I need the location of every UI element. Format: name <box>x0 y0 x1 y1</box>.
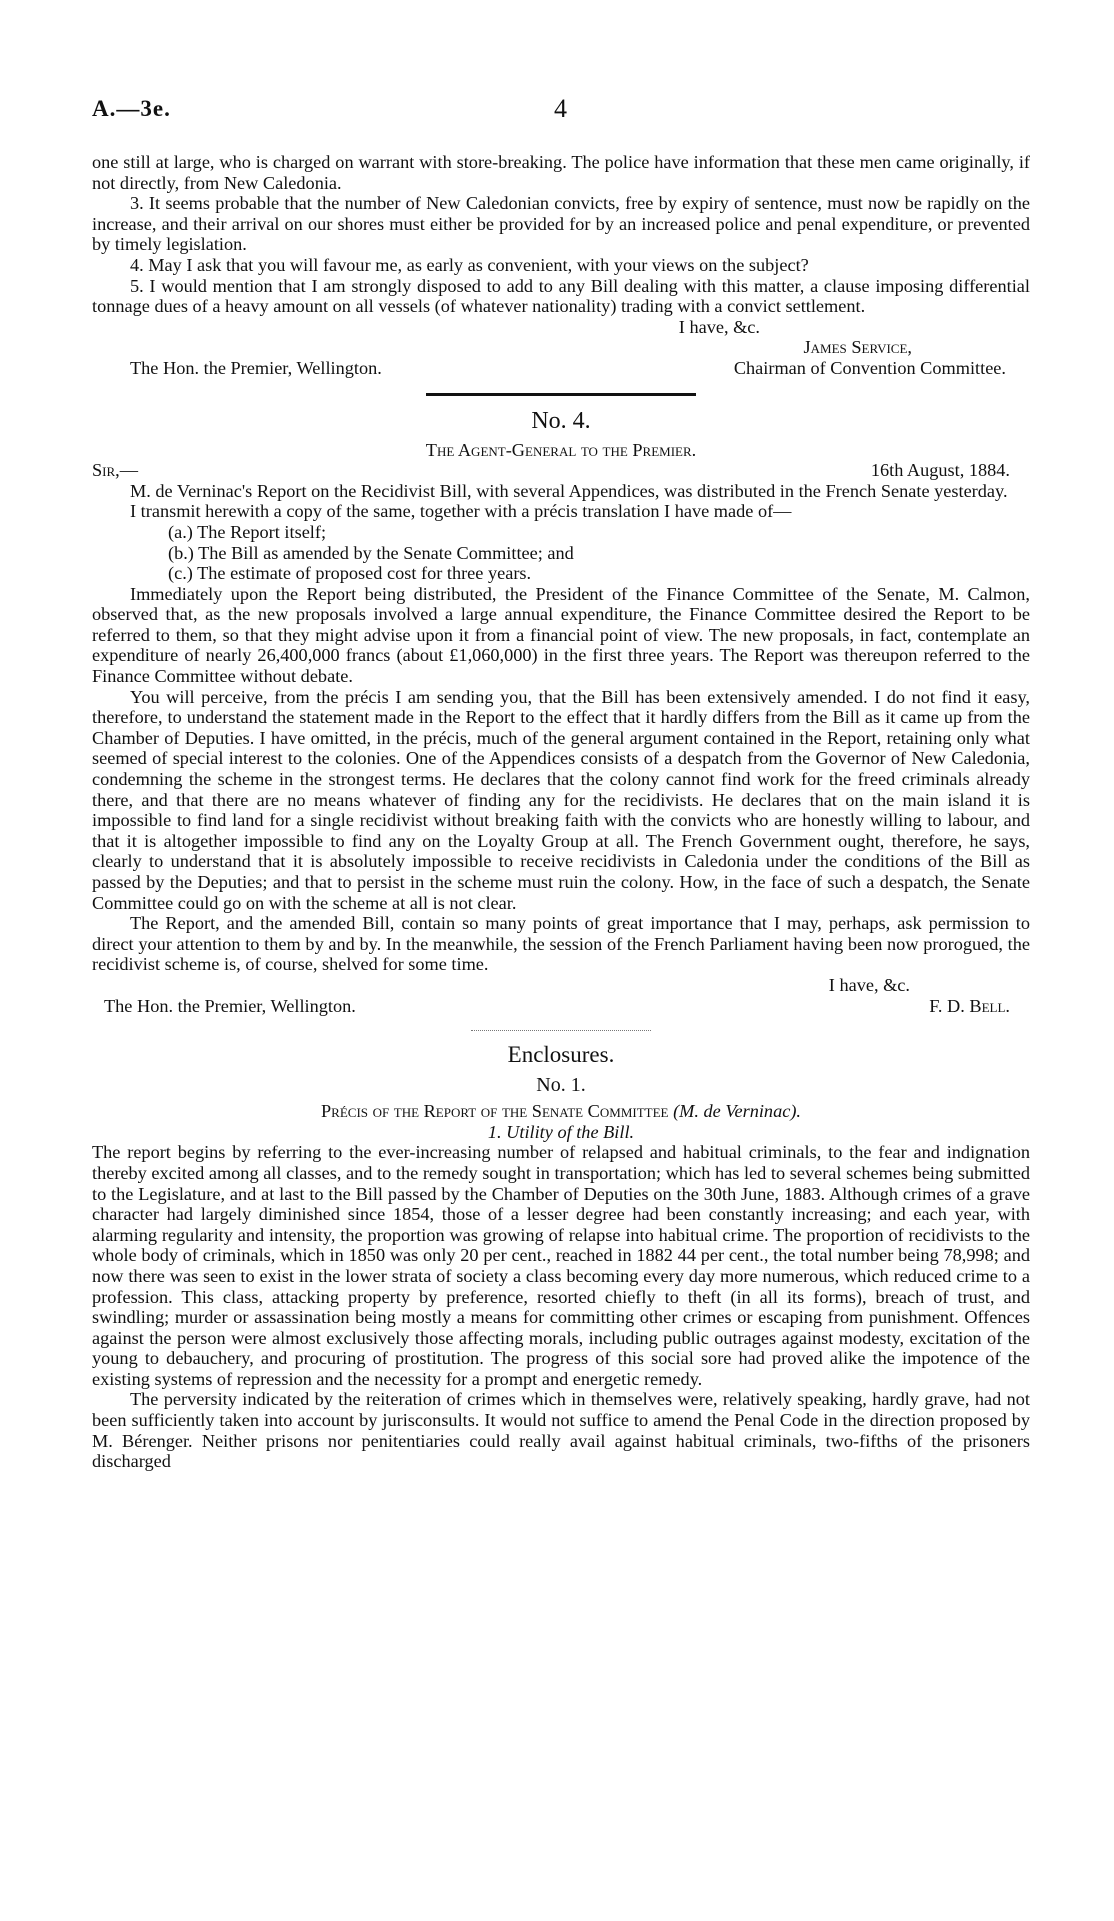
letter1-continuation: one still at large, who is charged on warrant with store-breaking. The police have information that these men came originally, if not directly, from New Caledonia. <box>92 152 1030 193</box>
letter2-item-b: (b.) The Bill as amended by the Senate Committee; and <box>168 542 574 563</box>
letter1-closing: I have, &c. <box>678 316 760 337</box>
letter2-para1: M. de Verninac's Report on the Recidivist Bill, with several Appendices, was distributed in the French Senate yesterday. <box>130 480 1008 501</box>
letter1-addressee-row <box>92 358 1030 379</box>
letter2-heading: The Agent-General to the Premier. <box>425 439 697 460</box>
enclosures-divider <box>471 1030 651 1031</box>
letter2-addressee: The Hon. the Premier, Wellington. <box>104 995 356 1016</box>
letter2-salutation: Sir,— <box>92 460 139 481</box>
letter2-para3: Immediately upon the Report being distributed, the President of the Finance Committee of the Senate, M. Calmon, observed that, as the new proposals involved a large annual expenditure, the Finance Committee desired the Report to be referred to them, so that they might advise upon it from a financial point of view. The new proposals, in fact, contemplate an expenditure of nearly 26,400,000 francs (about £1,060,000) in the first three years. The Report was thereupon referred to the Finance Committee without debate. <box>92 583 1030 687</box>
enclosures-title: Enclosures. <box>507 1042 615 1068</box>
enclosure-number: No. 1. <box>536 1074 586 1097</box>
precis-title-italic: (M. de Verninac). <box>673 1101 801 1122</box>
letter2-item-a: (a.) The Report itself; <box>168 521 327 542</box>
letter2-para2: I transmit herewith a copy of the same, together with a précis translation I have made of— <box>130 501 792 522</box>
letter1-para3: 3. It seems probable that the number of New Caledonian convicts, free by expiry of sentence, must now be rapidly on the increase, and their arrival on our shores must either be provided for by an increased police and penal expenditure, or prevented by timely legislation. <box>92 193 1030 255</box>
page-header <box>92 96 1028 130</box>
precis-title-plain: Précis of the Report of the Senate Committee <box>321 1101 669 1122</box>
letter1-para4: 4. May I ask that you will favour me, as early as convenient, with your views on the subject? <box>130 254 809 275</box>
letter2-closing-row <box>92 975 1030 996</box>
letter1-addressee: The Hon. the Premier, Wellington. <box>130 357 382 378</box>
letter2-number: No. 4. <box>531 407 591 434</box>
enclosure-para1: The report begins by referring to the ever-increasing number of relapsed and habitual criminals, to the fear and indignation thereby excited among all classes, and to the remedy sought in transportation; which has led to several schemes being submitted to the Legislature, and at last to the Bill passed by the Chamber of Deputies on the 30th June, 1883. Although crimes of a grave character had largely diminished since 1854, those of a lesser degree had been constantly increasing; and each year, with alarming regularity and intensity, the proportion was growing of relapse into habitual crime. The proportion of recidivists to the whole body of criminals, which in 1850 was only 20 per cent., reached in 1882 44 per cent., the total number being 78,998; and now there was seen to exist in the lower strata of society a class becoming every day more numerous, which reduced crime to a profession. This class, attacking property by preference, resorted chiefly to theft (in all its forms), breach of trust, and swindling; murder or assassination being mostly a means for committing other crimes or escaping from punishment. Offences against the person were almost exclusively those affecting morals, including public outrages against modesty, excitation of the young to debauchery, and procuring of prostitution. The progress of this social sore had proved alike the impotence of the existing systems of repression and the necessity for a prompt and energetic remedy. <box>92 1142 1030 1389</box>
section-title: 1. Utility of the Bill. <box>487 1121 635 1142</box>
letter2-para5: The Report, and the amended Bill, contain so many points of great importance that I may, perhaps, ask permission to direct your attention to them by and by. In the meanwhile, the session of the French Parliament having been now prorogued, the recidivist scheme is, of course, shelved for some time. <box>92 913 1030 975</box>
precis-title <box>92 1101 1030 1122</box>
letter1-para5: 5. I would mention that I am strongly disposed to add to any Bill dealing with this matter, a clause imposing differential tonnage dues of a heavy amount on all vessels (of whatever nationality) trading with a convict settlement. <box>92 275 1030 317</box>
letter2-addressee-row <box>92 996 1030 1017</box>
letter2-closing: I have, &c. <box>828 974 910 995</box>
letter2-signatory: F. D. Bell. <box>929 995 1010 1016</box>
section-divider <box>426 393 696 396</box>
letter1-signatory: James Service, <box>803 337 912 358</box>
letter2-salutation-row <box>92 460 1030 481</box>
letter1-signatory-row <box>92 337 1030 358</box>
letter1-closing-row <box>92 317 1030 338</box>
enclosure-para2: The perversity indicated by the reiteration of crimes which in themselves were, relatively speaking, hardly grave, had not been sufficiently taken into account by jurisconsults. It would not suffice to amend the Penal Code in the direction proposed by M. Bérenger. Neither prisons nor penitentiaries could really avail against habitual criminals, two-fifths of the prisoners discharged <box>92 1389 1030 1472</box>
letter1-signatory-title: Chairman of Convention Committee. <box>733 357 1006 378</box>
letter2-para4: You will perceive, from the précis I am sending you, that the Bill has been extensively amended. I do not find it easy, therefore, to understand the statement made in the Report to the effect that it hardly differs from the Bill as it came up from the Chamber of Deputies. I have omitted, in the précis, much of the general argument contained in the Report, retaining only what seemed of special interest to the colonies. One of the Appendices consists of a despatch from the Governor of New Caledonia, condemning the scheme in the strongest terms. He declares that the colony cannot find work for the freed criminals already there, and that there are no means whatever of finding any for the recidivists. He declares that on the main island it is impossible to find land for a single recidivist without breaking faith with the convicts who are honestly willing to labour, and that it is altogether impossible to find any on the Loyalty Group at all. The French Government ought, therefore, he says, clearly to understand that it is absolutely impossible to receive recidivists in Caledonia under the conditions of the Bill as passed by the Deputies; and that to persist in the scheme must ruin the colony. How, in the face of such a despatch, the Senate Committee could go on with the scheme at all is not clear. <box>92 686 1030 913</box>
page-body <box>92 152 1030 1472</box>
document-reference: A.—3e. <box>92 96 171 121</box>
page-number: 4 <box>554 94 567 123</box>
letter2-date: 16th August, 1884. <box>870 460 1010 481</box>
letter2-item-c: (c.) The estimate of proposed cost for three years. <box>168 563 532 584</box>
